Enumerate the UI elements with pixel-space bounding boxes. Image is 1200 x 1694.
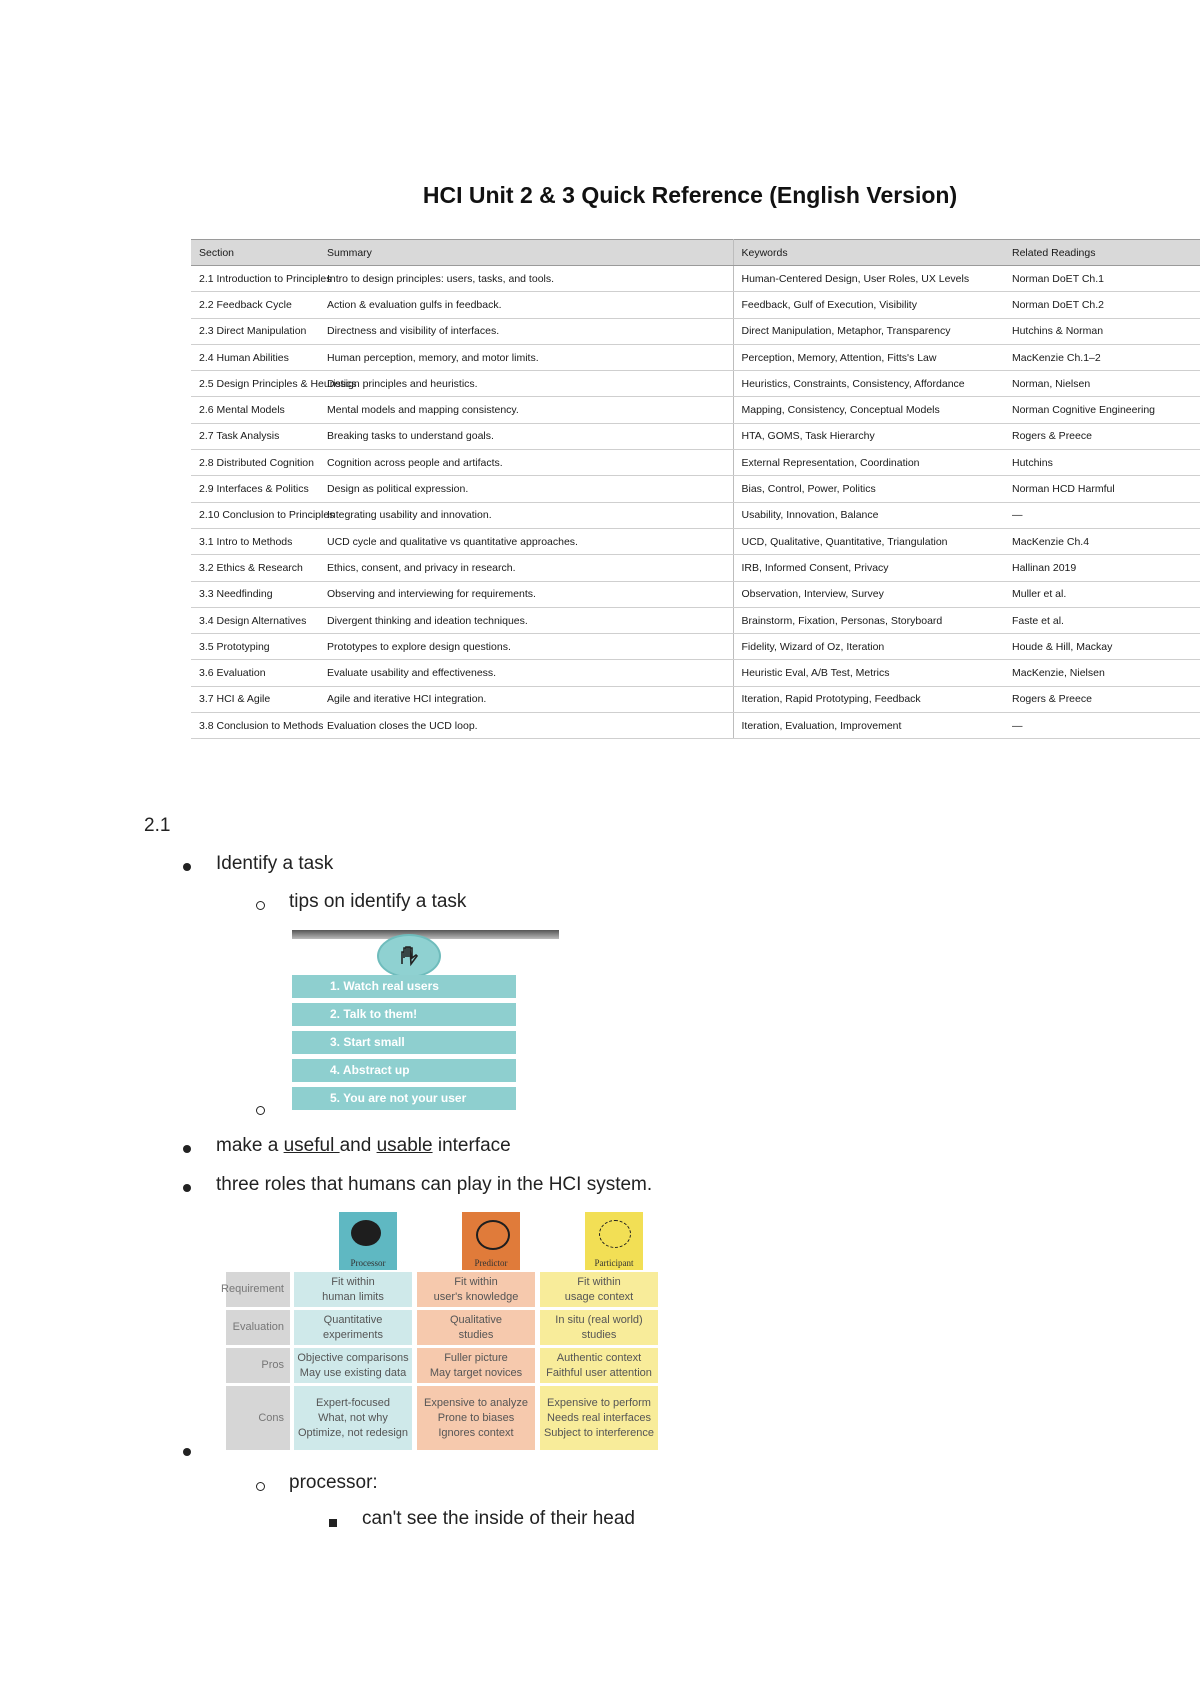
bullet-square-icon	[329, 1519, 337, 1527]
roles-row-label: Evaluation	[226, 1310, 290, 1345]
cell-readings: Rogers & Preece	[1004, 423, 1200, 449]
table-header-row	[191, 240, 1200, 266]
tip-item: 1. Watch real users	[292, 975, 516, 998]
header-keywords: Keywords	[733, 240, 1004, 266]
cell-section: 2.9 Interfaces & Politics	[191, 476, 319, 502]
cell-readings: Faste et al.	[1004, 607, 1200, 633]
table-row	[191, 555, 1200, 581]
cell-section: 3.7 HCI & Agile	[191, 686, 319, 712]
page-title: HCI Unit 2 & 3 Quick Reference (English Version)	[422, 182, 958, 208]
cell-section: 3.8 Conclusion to Methods	[191, 713, 319, 739]
table-row	[191, 528, 1200, 554]
roles-cell: Expensive to analyze Prone to biases Ignores context	[417, 1386, 535, 1450]
cell-summary: Prototypes to explore design questions.	[319, 634, 733, 660]
useful-pre: make a	[216, 1135, 284, 1156]
cell-summary: Agile and iterative HCI integration.	[319, 686, 733, 712]
table-row	[191, 397, 1200, 423]
cell-section: 2.6 Mental Models	[191, 397, 319, 423]
useful-usable-text	[216, 1135, 511, 1157]
table-row	[191, 713, 1200, 739]
hand-icon	[377, 934, 441, 978]
cell-readings: MacKenzie, Nielsen	[1004, 660, 1200, 686]
bullet-disc-icon	[183, 1145, 191, 1153]
cell-keywords: Fidelity, Wizard of Oz, Iteration	[733, 634, 1004, 660]
roles-cell: In situ (real world) studies	[540, 1310, 658, 1345]
cell-readings: Hutchins	[1004, 450, 1200, 476]
bullet-circle-icon	[256, 1106, 265, 1115]
predictor-role-label: Predictor	[474, 1258, 508, 1268]
cell-readings: Houde & Hill, Mackay	[1004, 634, 1200, 660]
cell-readings: MacKenzie Ch.1–2	[1004, 344, 1200, 370]
roles-cell: Expensive to perform Needs real interfaces Subject to interference	[540, 1386, 658, 1450]
cell-section: 2.2 Feedback Cycle	[191, 292, 319, 318]
cell-readings: Norman DoET Ch.1	[1004, 266, 1200, 292]
roles-cell: Fit within user's knowledge	[417, 1272, 535, 1307]
cell-readings: Muller et al.	[1004, 581, 1200, 607]
table-row	[191, 266, 1200, 292]
table-row	[191, 318, 1200, 344]
cell-section: 3.5 Prototyping	[191, 634, 319, 660]
table-row	[191, 686, 1200, 712]
table-row	[191, 371, 1200, 397]
bullet-circle-icon	[256, 1482, 265, 1491]
cell-keywords: IRB, Informed Consent, Privacy	[733, 555, 1004, 581]
roles-cell: Fuller picture May target novices	[417, 1348, 535, 1383]
roles-grid-image	[221, 1212, 678, 1450]
usable-word: usable	[376, 1135, 433, 1156]
tip-item: 2. Talk to them!	[292, 1003, 516, 1026]
cell-readings: Norman Cognitive Engineering	[1004, 397, 1200, 423]
cell-keywords: Heuristic Eval, A/B Test, Metrics	[733, 660, 1004, 686]
bullet-disc-icon	[183, 863, 191, 871]
useful-post: interface	[432, 1135, 511, 1156]
section-number: 2.1	[144, 815, 171, 836]
roles-cell: Qualitative studies	[417, 1310, 535, 1345]
cell-keywords: Perception, Memory, Attention, Fitts's Law	[733, 344, 1004, 370]
useful-mid: and	[339, 1135, 377, 1156]
cell-summary: Intro to design principles: users, tasks, and tools.	[319, 266, 733, 292]
cell-section: 2.10 Conclusion to Principles	[191, 502, 319, 528]
roles-row-label: Requirement	[226, 1272, 290, 1307]
cell-summary: Divergent thinking and ideation techniques.	[319, 607, 733, 633]
three-roles-text: three roles that humans can play in the HCI system.	[216, 1174, 653, 1195]
cell-keywords: Iteration, Rapid Prototyping, Feedback	[733, 686, 1004, 712]
quick-reference-table	[191, 239, 1200, 739]
cell-keywords: Iteration, Evaluation, Improvement	[733, 713, 1004, 739]
tip-item: 3. Start small	[292, 1031, 516, 1054]
cell-summary: Action & evaluation gulfs in feedback.	[319, 292, 733, 318]
cell-keywords: Bias, Control, Power, Politics	[733, 476, 1004, 502]
table-row	[191, 581, 1200, 607]
cell-summary: Directness and visibility of interfaces.	[319, 318, 733, 344]
cell-keywords: HTA, GOMS, Task Hierarchy	[733, 423, 1004, 449]
cell-section: 2.3 Direct Manipulation	[191, 318, 319, 344]
cell-section: 3.2 Ethics & Research	[191, 555, 319, 581]
cell-summary: Mental models and mapping consistency.	[319, 397, 733, 423]
roles-row-label: Cons	[226, 1386, 290, 1450]
bullet-disc-icon	[183, 1448, 191, 1456]
cell-readings: Rogers & Preece	[1004, 686, 1200, 712]
cell-summary: Ethics, consent, and privacy in research.	[319, 555, 733, 581]
header-section: Section	[191, 240, 319, 266]
roles-cell: Expert-focused What, not why Optimize, not redesign	[294, 1386, 412, 1450]
table-row	[191, 660, 1200, 686]
cell-keywords: Mapping, Consistency, Conceptual Models	[733, 397, 1004, 423]
cell-keywords: UCD, Qualitative, Quantitative, Triangulation	[733, 528, 1004, 554]
cell-readings: Hallinan 2019	[1004, 555, 1200, 581]
tips-label-text: tips on identify a task	[289, 891, 467, 912]
cell-keywords: External Representation, Coordination	[733, 450, 1004, 476]
network-head-icon	[599, 1220, 631, 1248]
roles-row-label: Pros	[226, 1348, 290, 1383]
cell-summary: Design principles and heuristics.	[319, 371, 733, 397]
cell-keywords: Brainstorm, Fixation, Personas, Storyboard	[733, 607, 1004, 633]
cell-summary: Observing and interviewing for requirements.	[319, 581, 733, 607]
table-row	[191, 634, 1200, 660]
processor-head	[339, 1212, 397, 1270]
cell-keywords: Human-Centered Design, User Roles, UX Levels	[733, 266, 1004, 292]
header-summary: Summary	[319, 240, 733, 266]
useful-word: useful	[283, 1135, 340, 1156]
thinking-head-icon	[476, 1220, 510, 1250]
tips-image	[292, 930, 559, 1110]
tip-item: 4. Abstract up	[292, 1059, 516, 1082]
cell-summary: Human perception, memory, and motor limits.	[319, 344, 733, 370]
identify-task-text: Identify a task	[216, 853, 334, 874]
roles-cell: Authentic context Faithful user attention	[540, 1348, 658, 1383]
cell-summary: Design as political expression.	[319, 476, 733, 502]
cell-readings: Norman HCD Harmful	[1004, 476, 1200, 502]
tip-item: 5. You are not your user	[292, 1087, 516, 1110]
table-row	[191, 292, 1200, 318]
cell-keywords: Heuristics, Constraints, Consistency, Affordance	[733, 371, 1004, 397]
cell-summary: UCD cycle and qualitative vs quantitative approaches.	[319, 528, 733, 554]
cell-summary: Cognition across people and artifacts.	[319, 450, 733, 476]
table-row	[191, 423, 1200, 449]
cell-section: 2.8 Distributed Cognition	[191, 450, 319, 476]
table-row	[191, 607, 1200, 633]
cell-section: 3.6 Evaluation	[191, 660, 319, 686]
header-related-readings: Related Readings	[1004, 240, 1200, 266]
cell-keywords: Feedback, Gulf of Execution, Visibility	[733, 292, 1004, 318]
cell-readings: Norman, Nielsen	[1004, 371, 1200, 397]
bullet-disc-icon	[183, 1184, 191, 1192]
cell-keywords: Usability, Innovation, Balance	[733, 502, 1004, 528]
cell-readings: —	[1004, 502, 1200, 528]
cell-readings: Norman DoET Ch.2	[1004, 292, 1200, 318]
roles-cell: Objective comparisons May use existing data	[294, 1348, 412, 1383]
cell-section: 2.4 Human Abilities	[191, 344, 319, 370]
cell-keywords: Observation, Interview, Survey	[733, 581, 1004, 607]
bullet-circle-icon	[256, 901, 265, 910]
cell-section: 2.1 Introduction to Principles	[191, 266, 319, 292]
cell-section: 3.3 Needfinding	[191, 581, 319, 607]
cell-section: 2.5 Design Principles & Heuristics	[191, 371, 319, 397]
cell-section: 2.7 Task Analysis	[191, 423, 319, 449]
table-row	[191, 476, 1200, 502]
cell-summary: Integrating usability and innovation.	[319, 502, 733, 528]
participant-role-label: Participant	[594, 1258, 634, 1268]
processor-note-text: can't see the inside of their head	[362, 1508, 635, 1529]
roles-cell: Fit within usage context	[540, 1272, 658, 1307]
brain-icon	[351, 1220, 381, 1246]
cell-keywords: Direct Manipulation, Metaphor, Transparency	[733, 318, 1004, 344]
predictor-head	[462, 1212, 520, 1270]
roles-cell: Quantitative experiments	[294, 1310, 412, 1345]
cell-summary: Evaluation closes the UCD loop.	[319, 713, 733, 739]
cell-readings: MacKenzie Ch.4	[1004, 528, 1200, 554]
cell-summary: Evaluate usability and effectiveness.	[319, 660, 733, 686]
cell-summary: Breaking tasks to understand goals.	[319, 423, 733, 449]
processor-label-text: processor:	[289, 1472, 378, 1493]
table-row	[191, 450, 1200, 476]
cell-readings: Hutchins & Norman	[1004, 318, 1200, 344]
cell-section: 3.4 Design Alternatives	[191, 607, 319, 633]
processor-role-label: Processor	[350, 1258, 386, 1268]
cell-section: 3.1 Intro to Methods	[191, 528, 319, 554]
participant-head	[585, 1212, 643, 1270]
table-row	[191, 502, 1200, 528]
cell-readings: —	[1004, 713, 1200, 739]
table-row	[191, 344, 1200, 370]
roles-cell: Fit within human limits	[294, 1272, 412, 1307]
